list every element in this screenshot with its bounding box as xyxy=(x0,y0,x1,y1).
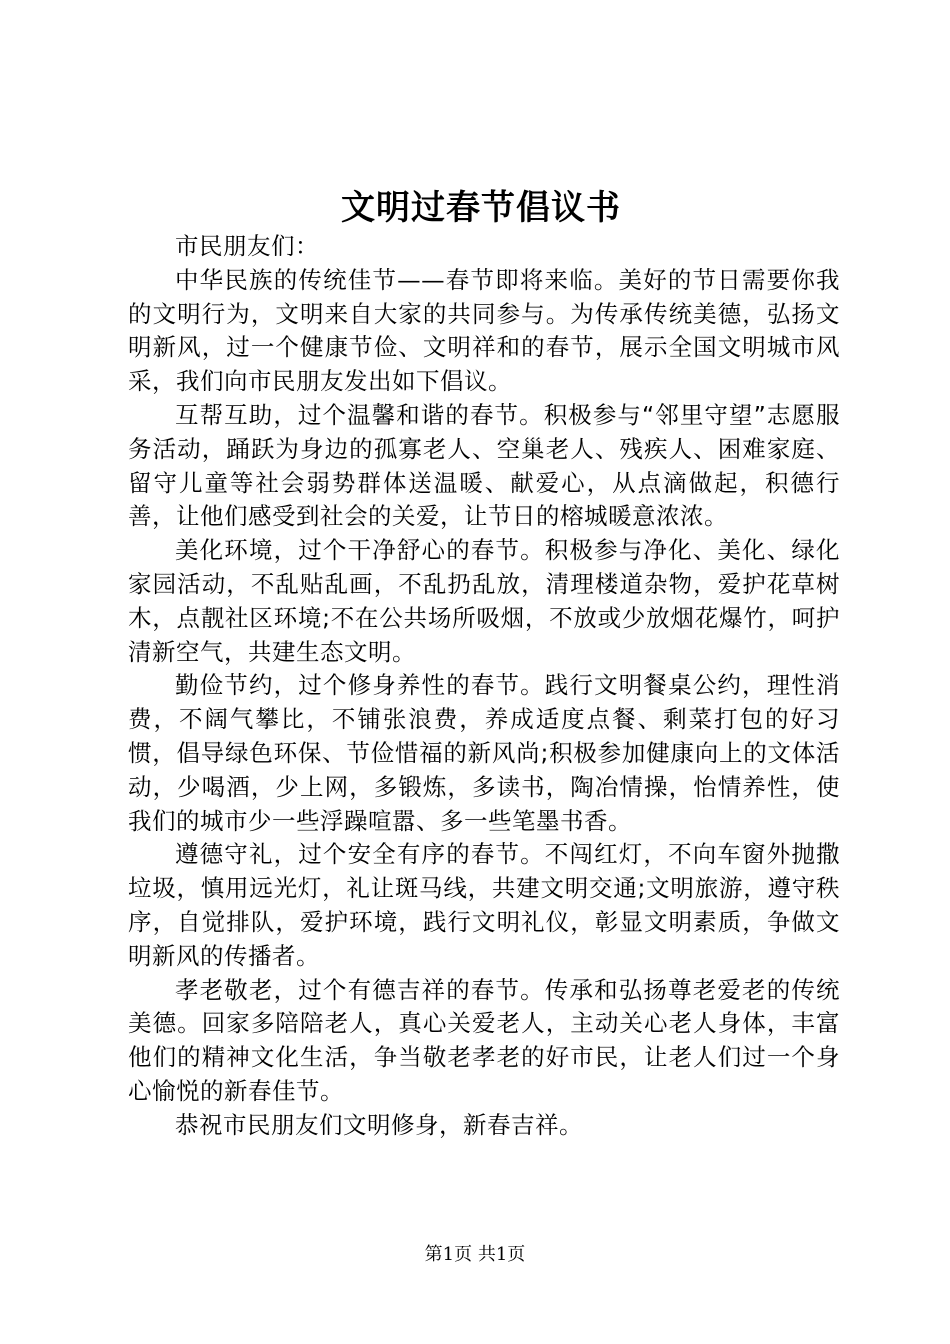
document-title: 文明过春节倡议书 xyxy=(341,188,621,228)
paragraph-frugality: 勤俭节约，过个修身养性的春节。践行文明餐桌公约，理性消费，不阔气攀比，不铺张浪费，养成适度点餐、剩菜打包的好习惯，倡导绿色环保、节俭惜福的新风尚;积极参加健康向上的文体活动，少喝酒，少上网，多锻炼，多读书，陶冶情操，怡情养性，使我们的城市少一些浮躁喧嚣、多一些笔墨书香。 xyxy=(128,671,840,835)
page-footer: 第1页 共1页 xyxy=(424,1244,526,1265)
paragraph-elder-respect: 孝老敬老，过个有德吉祥的春节。传承和弘扬尊老爱老的传统美德。回家多陪陪老人，真心关爱老人，主动关心老人身体，丰富他们的精神文化生活，争当敬老孝老的好市民，让老人们过一个身心愉悦的新春佳节。 xyxy=(128,975,840,1105)
paragraph-mutual-help: 互帮互助，过个温馨和谐的春节。积极参与“邻里守望”志愿服务活动，踊跃为身边的孤寡老人、空巢老人、残疾人、困难家庭、留守儿童等社会弱势群体送温暖、献爱心，从点滴做起，积德行善，让他们感受到社会的关爱，让节日的榕城暖意浓浓。 xyxy=(128,400,840,531)
salutation: 市民朋友们： xyxy=(175,232,319,260)
document-body xyxy=(128,230,840,1143)
paragraph-environment: 美化环境，过个干净舒心的春节。积极参与净化、美化、绿化家园活动，不乱贴乱画，不乱扔乱放，清理楼道杂物，爱护花草树木，点靓社区环境;不在公共场所吸烟，不放或少放烟花爆竹，呵护清新空气，共建生态文明。 xyxy=(128,536,840,666)
paragraph-intro: 中华民族的传统佳节——春节即将来临。美好的节日需要你我的文明行为，文明来自大家的共同参与。为传承传统美德，弘扬文明新风，过一个健康节俭、文明祥和的春节，展示全国文明城市风采，我们向市民朋友发出如下倡议。 xyxy=(128,265,840,396)
paragraph-closing: 恭祝市民朋友们文明修身，新春吉祥。 xyxy=(175,1110,583,1139)
paragraph-etiquette: 遵德守礼，过个安全有序的春节。不闯红灯，不向车窗外抛撒垃圾，慎用远光灯，礼让斑马线，共建文明交通;文明旅游，遵守秩序，自觉排队，爱护环境，践行文明礼仪，彰显文明素质，争做文明新风的传播者。 xyxy=(128,840,840,970)
